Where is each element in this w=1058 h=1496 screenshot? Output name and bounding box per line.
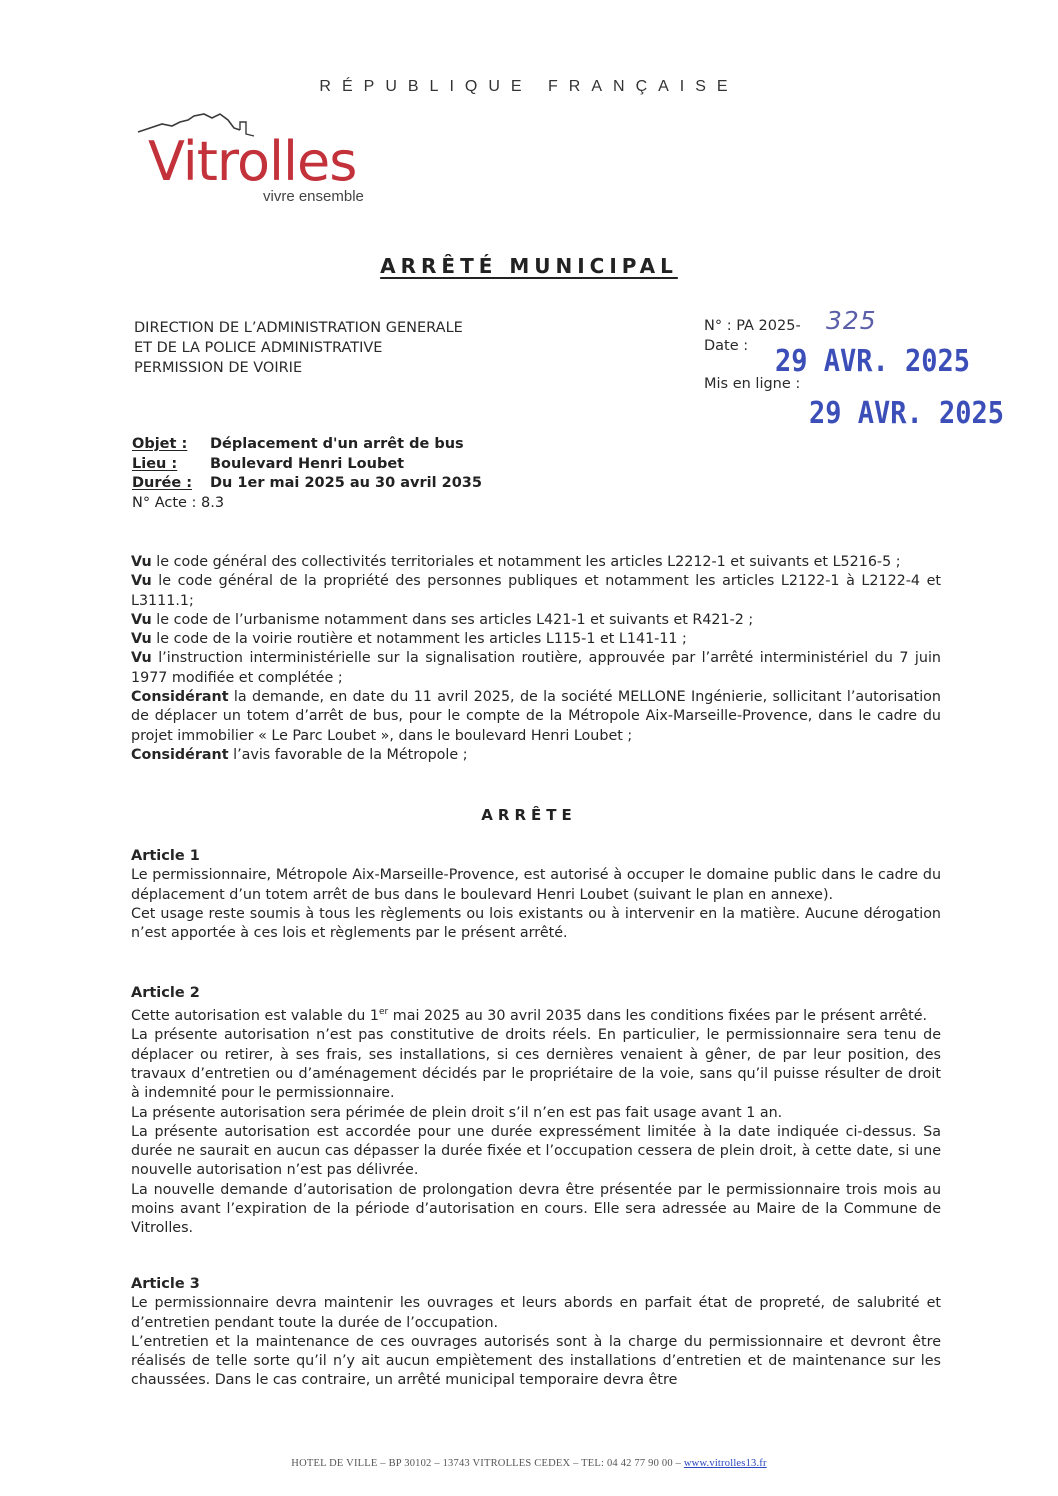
visa-item: Considérant l’avis favorable de la Métropole ; [131,746,468,763]
article-paragraph: La nouvelle demande d’autorisation de prolongation devra être présentée par le permissionnaire trois mois au moins avant l’expiration de la période d’autorisation en cours. Elle sera adressée au Maire de la Commune de Vitrolles. [131,1181,941,1237]
objet-row [132,435,482,455]
duree-label: Durée : [132,475,193,491]
article-3 [131,1275,941,1391]
date-stamp: 29 AVR. 2025 [775,344,971,379]
arrete-heading: ARRÊTE [481,806,577,824]
logo-tagline: vivre ensemble [263,188,364,205]
article-paragraph: La présente autorisation est accordée pour une durée expressément limitée à la date indiquée ci-dessus. Sa durée ne saurait en aucun cas dépasser la durée fixée et l’occupation cessera de plein droit, à cette date, si une nouvelle autorisation n’est pas délivrée. [131,1123,941,1179]
logo-wordmark: Vitrolles [148,130,357,193]
direction-block [134,318,463,378]
objet-value: Déplacement d'un arrêt de bus [210,436,464,452]
lieu-value: Boulevard Henri Loubet [210,455,405,472]
visa-item: Considérant la demande, en date du 11 avril 2025, de la société MELLONE Ingénierie, sollicitant l’autorisation de déplacer un totem d’arrêt de bus, pour le compte de la Métropole Aix-Marseille-Provence, dans le cadre du projet immobilier « Le Parc Loubet », dans le boulevard Henri Loubet ; [131,689,941,744]
visas-block [131,553,941,765]
footer-website-link[interactable]: www.vitrolles13.fr [683,1458,767,1469]
numero-label: N° : PA 2025- [704,318,801,334]
article-paragraph: Cet usage reste soumis à tous les règlements ou lois existants ou à intervenir en la matière. Aucune dérogation n’est apportée à ces lois et règlements par le présent arrêté. [131,905,941,942]
article-paragraph: L’entretien et la maintenance de ces ouvrages autorisés sont à la charge du permissionnaire et devront être réalisés de telle sorte qu’il n’y ait aucun empiètement des installations d’entretien et de maintenance sur les chaussées. Dans le cas contraire, un arrêté municipal temporaire devra être [131,1333,941,1389]
direction-line-2: ET DE LA POLICE ADMINISTRATIVE [134,340,383,356]
online-label: Mis en ligne : [704,376,801,392]
objet-label: Objet : [132,436,188,452]
duree-row [132,474,482,494]
article-title: Article 3 [131,1276,200,1292]
visa-item: Vu le code général des collectivités territoriales et notamment les articles L2212-1 et suivants et L5216-5 ; [131,554,901,570]
visa-item: Vu l’instruction interministérielle sur la signalisation routière, approuvée par l’arrêté interministériel du 7 juin 1977 modifiée et complétée ; [131,650,941,686]
direction-line-1: DIRECTION DE L’ADMINISTRATION GENERALE [134,320,463,336]
article-paragraph: Cette autorisation est valable du 1er mai 2025 au 30 avril 2035 dans les conditions fixées par le présent arrêté. [131,1007,928,1025]
online-stamp: 29 AVR. 2025 [809,396,1005,431]
article-2 [131,984,941,1239]
duree-value: Du 1er mai 2025 au 30 avril 2035 [210,475,482,491]
footer-address: HOTEL DE VILLE – BP 30102 – 13743 VITROLLES CEDEX – TEL: 04 42 77 90 00 – [291,1458,684,1469]
article-1 [131,847,941,943]
direction-line-3: PERMISSION DE VOIRIE [134,360,303,376]
visa-item: Vu le code général de la propriété des personnes publiques et notamment les articles L2122-1 à L2122-4 et L3111.1; [131,573,941,609]
article-paragraph: Le permissionnaire devra maintenir les ouvrages et leurs abords en parfait état de propreté, de salubrité et d’entretien pendant toute la durée de l’occupation. [131,1295,941,1331]
acte-number: N° Acte : 8.3 [132,494,225,511]
document-title: ARRÊTÉ MUNICIPAL [380,254,678,278]
article-title: Article 1 [131,848,200,864]
lieu-label: Lieu : [132,455,178,472]
visa-item: Vu le code de la voirie routière et notamment les articles L115-1 et L141-11 ; [131,631,687,648]
article-paragraph: La présente autorisation n’est pas constitutive de droits réels. En particulier, le permissionnaire sera tenu de déplacer ou retirer, à ses frais, ses installations, si ces dernières venaient à gêner, de par leur position, des travaux d’entretien ou d’aménagement décidés par le propriétaire de la voie, sans qu’il puisse résulter de droit à indemnité pour le permissionnaire. [131,1027,941,1102]
lieu-row [132,455,482,475]
article-paragraph: La présente autorisation sera périmée de plein droit s’il n’en est pas fait usage avant 1 an. [131,1104,783,1121]
article-title: Article 2 [131,985,200,1001]
visa-item: Vu le code de l’urbanisme notamment dans ses articles L421-1 et suivants et R421-2 ; [131,611,754,628]
subject-block [132,435,482,513]
republique-header: RÉPUBLIQUE FRANÇAISE [319,78,739,95]
numero-handwritten: 325 [826,306,877,335]
date-label: Date : [704,338,749,354]
page-footer [0,1458,1058,1469]
article-paragraph: Le permissionnaire, Métropole Aix-Marseille-Provence, est autorisé à occuper le domaine public dans le cadre du déplacement d’un totem arrêt de bus dans le boulevard Henri Loubet (suivant le plan en annexe). [131,867,941,903]
